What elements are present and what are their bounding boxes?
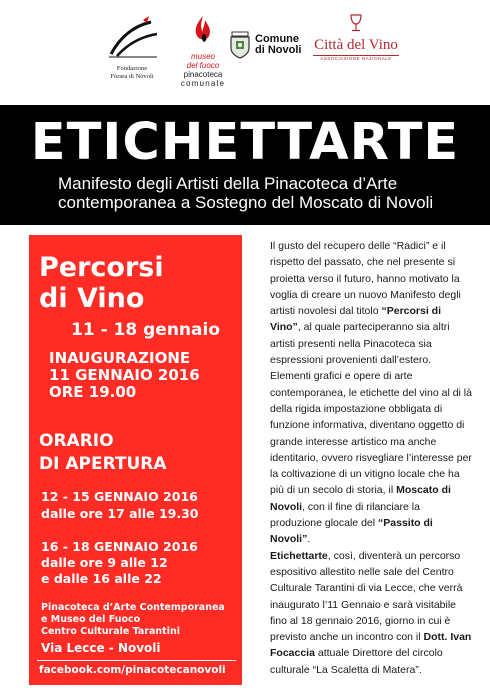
banner-subtitle-line1: Manifesto degli Artisti della Pinacoteca d’Arte bbox=[58, 174, 398, 193]
coat-of-arms-icon bbox=[228, 30, 252, 60]
event-info-box bbox=[29, 235, 242, 685]
period2-hours-a: dalle ore 9 alle 12 bbox=[41, 555, 168, 570]
citta-name: Città del Vino bbox=[314, 37, 398, 53]
article-paragraph-1 bbox=[270, 238, 472, 368]
museo-line3: pinacoteca bbox=[183, 70, 223, 79]
museo-line2: del fuoco bbox=[186, 61, 220, 70]
text-run: Il gusto del recupero delle “Radici” e il rispetto del passato, che nel presente si proietta verso il futuro, hanno motivato la voglia di creare un nuovo Manifesto degli artisti novolesi dal titolo bbox=[270, 240, 461, 318]
page-title: ETICHETTARTE bbox=[30, 113, 460, 172]
event-title-line2: di Vino bbox=[39, 283, 145, 314]
facebook-footer bbox=[29, 661, 242, 679]
wine-glass-icon bbox=[348, 14, 364, 32]
flame-icon bbox=[188, 14, 218, 46]
comune-logo bbox=[228, 14, 308, 60]
venue-line1: Pinacoteca d’Arte Contemporanea bbox=[41, 602, 225, 613]
hours-period-2 bbox=[41, 539, 198, 587]
citta-del-vino-logo bbox=[313, 14, 399, 61]
facebook-link[interactable]: facebook.com/pinacotecanovoli bbox=[39, 664, 226, 676]
event-title bbox=[39, 252, 164, 314]
logos-row bbox=[0, 0, 490, 108]
text-run-bold: Dott. Ivan Focaccia bbox=[270, 631, 472, 660]
fondazione-logo bbox=[103, 14, 161, 81]
text-run-bold: Moscato di Novoli bbox=[270, 484, 451, 513]
citta-sub: ASSOCIAZIONE NAZIONALE bbox=[313, 55, 399, 61]
venue-line3: Centro Culturale Tarantini bbox=[41, 626, 180, 637]
article-paragraph-3 bbox=[270, 548, 472, 678]
text-run: . bbox=[307, 533, 311, 546]
text-run-bold: “Percorsi di Vino” bbox=[270, 305, 442, 334]
inauguration-block bbox=[49, 350, 200, 401]
fondazione-line1: Fondazione bbox=[116, 65, 148, 72]
inauguration-line2: 11 GENNAIO 2016 bbox=[49, 366, 200, 384]
text-run: Elementi grafici e opere di arte contemporanea, le etichette del vino al di là della rigida impostazione obbligata di funzione informativa, diventano oggetto di grande interesse artistico ma anche identitario, ovvero risvegliare l’interesse per la coltivazione di un vitigno locale che ha più di un secolo di storia, il bbox=[270, 370, 472, 497]
event-title-line1: Percorsi bbox=[39, 252, 164, 283]
orario-line1: ORARIO bbox=[39, 431, 114, 451]
venue-address: Via Lecce - Novoli bbox=[41, 641, 161, 655]
venue-line2: e Museo del Fuoco bbox=[41, 614, 141, 625]
period1-hours: dalle ore 17 alle 19.30 bbox=[41, 506, 199, 521]
text-run: , al quale parteciperanno sia altri artisti presenti nella Pinacoteca sia espressioni provenienti dall’estero. bbox=[270, 321, 450, 367]
article-paragraph-2 bbox=[270, 368, 472, 547]
opening-hours-heading bbox=[39, 430, 167, 476]
comune-line2: di Novoli bbox=[255, 44, 302, 56]
museo-line1: museo bbox=[190, 52, 215, 61]
fondazione-emblem-icon bbox=[103, 14, 161, 58]
event-dates: 11 - 18 gennaio bbox=[71, 320, 221, 340]
venue-block bbox=[41, 602, 225, 638]
period1-dates: 12 - 15 GENNAIO 2016 bbox=[41, 489, 198, 504]
orario-line2: DI APERTURA bbox=[39, 454, 167, 474]
text-run-bold: “Passito di Novoli” bbox=[270, 517, 433, 546]
comune-line1: Comune bbox=[255, 33, 299, 45]
period2-hours-b: e dalle 16 alle 22 bbox=[41, 571, 162, 586]
title-banner bbox=[0, 105, 490, 225]
text-run-bold: Etichettarte bbox=[270, 549, 328, 562]
text-run: , con il fine di rilanciare la produzione glocale del bbox=[270, 500, 420, 530]
divider bbox=[37, 660, 236, 661]
text-run: attuale Direttore del circolo culturale “La Scaletta di Matera”. bbox=[270, 647, 443, 676]
article-body bbox=[270, 238, 472, 678]
banner-subtitle-line2: contemporanea a Sostegno del Moscato di Novoli bbox=[58, 193, 434, 212]
inauguration-line3: ORE 19.00 bbox=[49, 383, 137, 401]
text-run: , così, diventerà un percorso espositivo allestito nelle sale del Centro Culturale Tarantini di via Lecce, che verrà inaugurato l’11 Gennaio e sarà visitabile fino al 18 gennaio 2016, giorno in cui è previsto anche un incontro con il bbox=[270, 549, 463, 644]
banner-subtitle bbox=[58, 174, 478, 212]
period2-dates: 16 - 18 GENNAIO 2016 bbox=[41, 539, 198, 554]
museo-line4: comunale bbox=[180, 79, 226, 88]
fondazione-line2: Fòrara di Novoli bbox=[110, 73, 154, 80]
hours-period-1 bbox=[41, 488, 198, 522]
inauguration-line1: INAUGURAZIONE bbox=[49, 349, 191, 367]
